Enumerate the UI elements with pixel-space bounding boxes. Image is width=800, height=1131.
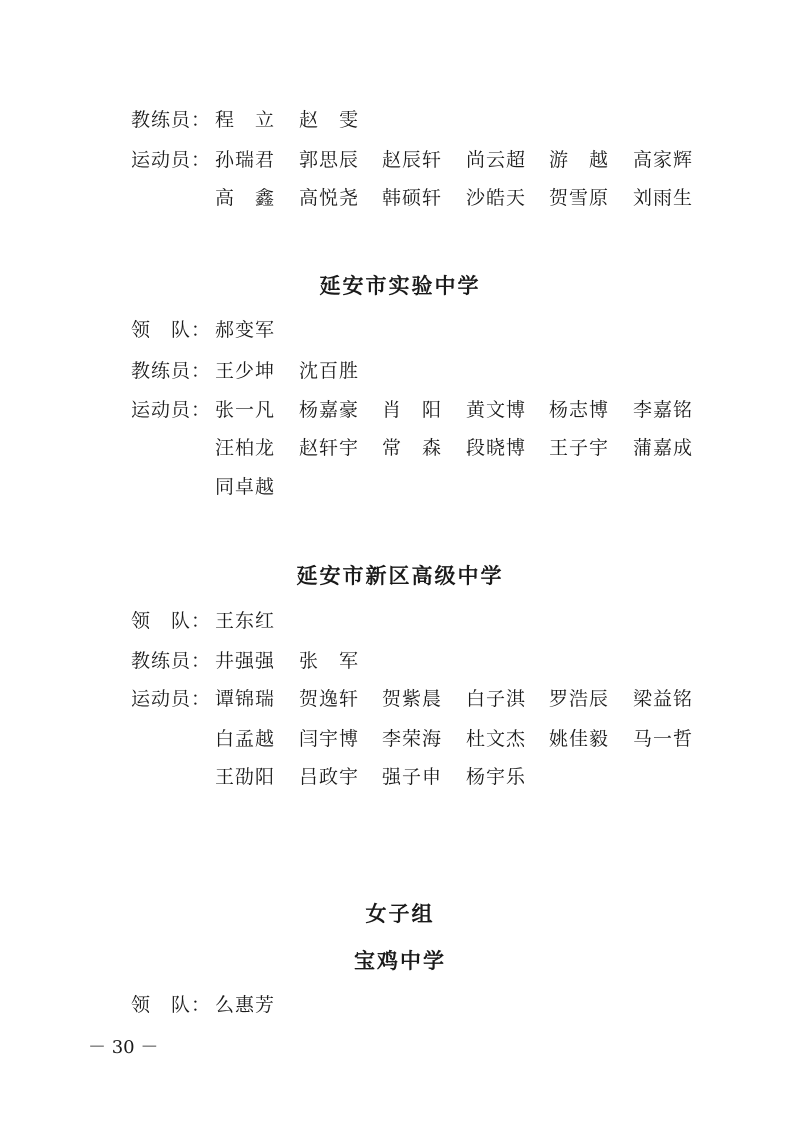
athlete-name: 贺紫晨 [382, 688, 443, 710]
athlete-name: 高 鑫 [215, 187, 276, 209]
leader-label: 领 队： [131, 994, 212, 1016]
coach-label: 教练员： [131, 360, 212, 382]
athlete-name: 赵轩宇 [299, 437, 360, 459]
athlete-label: 运动员： [131, 688, 212, 710]
leader-name: 郝变军 [215, 319, 276, 341]
athlete-name: 黄文博 [466, 399, 527, 421]
athlete-name: 白子淇 [466, 688, 527, 710]
athlete-name: 吕政宇 [299, 766, 360, 788]
athlete-name: 沙皓天 [466, 187, 527, 209]
coach-name: 井强强 [215, 650, 276, 672]
athlete-name: 贺逸轩 [299, 688, 360, 710]
athlete-name: 常 森 [382, 437, 443, 459]
athlete-name: 杜文杰 [466, 728, 527, 750]
athlete-name: 赵辰轩 [382, 149, 443, 171]
athlete-name: 贺雪原 [549, 187, 610, 209]
athlete-name: 高悦尧 [299, 187, 360, 209]
page-number: － 30 － [88, 1037, 159, 1058]
athlete-name: 杨志博 [549, 399, 610, 421]
athlete-name: 游 越 [549, 149, 610, 171]
coach-label: 教练员： [131, 109, 212, 131]
coach-label: 教练员： [131, 650, 212, 672]
athlete-name: 闫宇博 [299, 728, 360, 750]
athlete-name: 蒲嘉成 [633, 437, 694, 459]
athlete-name: 姚佳毅 [549, 728, 610, 750]
athlete-name: 段晓博 [466, 437, 527, 459]
coach-name: 沈百胜 [299, 360, 360, 382]
group-title: 女子组 [365, 902, 435, 926]
athlete-name: 刘雨生 [633, 187, 694, 209]
school-title: 延安市新区高级中学 [296, 564, 504, 588]
athlete-name: 强子申 [382, 766, 443, 788]
athlete-label: 运动员： [131, 399, 212, 421]
athlete-name: 张一凡 [215, 399, 276, 421]
athlete-name: 罗浩辰 [549, 688, 610, 710]
athlete-name: 郭思辰 [299, 149, 360, 171]
athlete-label: 运动员： [131, 149, 212, 171]
leader-label: 领 队： [131, 319, 212, 341]
coach-name: 程 立 [215, 109, 276, 131]
leader-label: 领 队： [131, 610, 212, 632]
athlete-name: 肖 阳 [382, 399, 443, 421]
coach-name: 王少坤 [215, 360, 276, 382]
athlete-name: 白孟越 [215, 728, 276, 750]
athlete-name: 高家辉 [633, 149, 694, 171]
athlete-name: 孙瑞君 [215, 149, 276, 171]
athlete-name: 谭锦瑞 [215, 688, 276, 710]
leader-name: 么惠芳 [215, 994, 276, 1016]
athlete-name: 尚云超 [466, 149, 527, 171]
athlete-name: 李荣海 [382, 728, 443, 750]
athlete-name: 马一哲 [633, 728, 694, 750]
athlete-name: 杨宇乐 [466, 766, 527, 788]
coach-name: 张 军 [299, 650, 360, 672]
leader-name: 王东红 [215, 610, 276, 632]
coach-name: 赵 雯 [299, 109, 360, 131]
athlete-name: 韩硕轩 [382, 187, 443, 209]
athlete-name: 杨嘉豪 [299, 399, 360, 421]
athlete-name: 王子宇 [549, 437, 610, 459]
school-title: 延安市实验中学 [319, 274, 481, 298]
athlete-name: 李嘉铭 [633, 399, 694, 421]
athlete-name: 梁益铭 [633, 688, 694, 710]
athlete-name: 汪柏龙 [215, 437, 276, 459]
school-title: 宝鸡中学 [354, 949, 446, 973]
athlete-name: 王劭阳 [215, 766, 276, 788]
athlete-name: 同卓越 [215, 476, 276, 498]
